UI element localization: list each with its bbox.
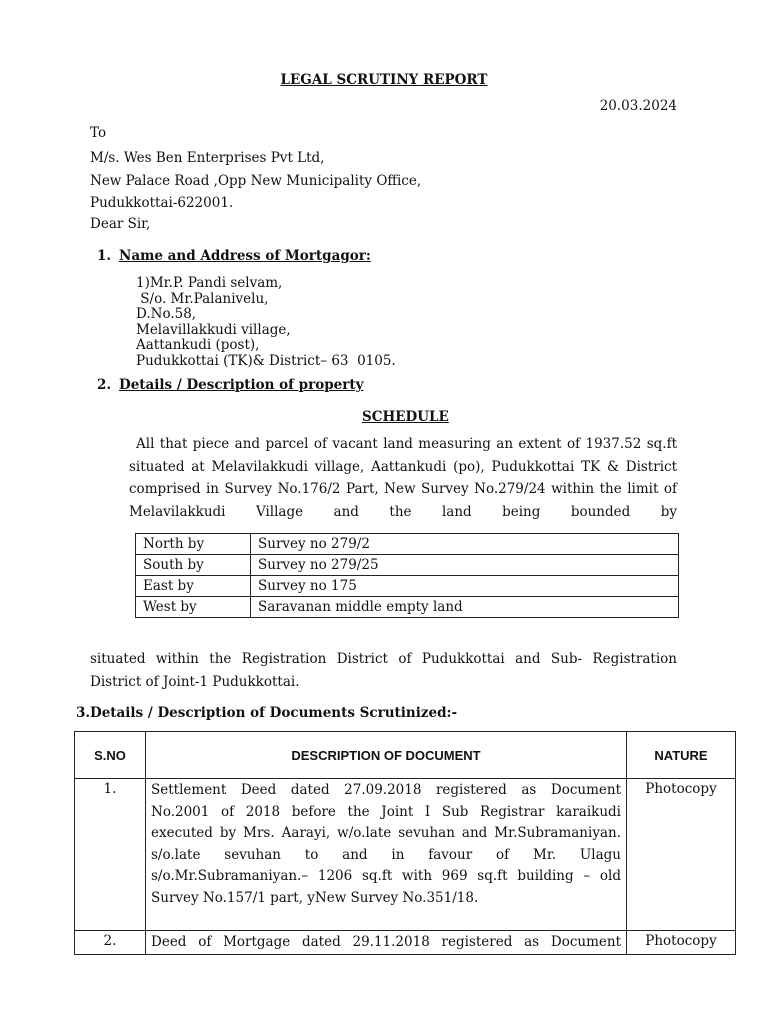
boundary-side: West by (136, 597, 251, 618)
recipient-line-2: New Palace Road ,Opp New Municipality Office, (90, 173, 422, 189)
boundary-side: North by (136, 534, 251, 555)
column-header-sno: S.NO (75, 732, 146, 779)
boundary-value: Survey no 175 (251, 576, 679, 597)
address-line: Aattankudi (post), (136, 337, 260, 354)
row-description: Settlement Deed dated 27.09.2018 registered as Document No.2001 of 2018 before the Joint I Sub Registrar karaikudi executed by Mrs. Aarayi, w/o.late sevuhan and Mr.Subramaniyan. s/o.late sevuhan to and in favour of Mr. Ulagu s/o.Mr.Subramaniyan.– 1206 sq.ft with 969 sq.ft building – old Survey No.157/1 part, yNew Survey No.351/18. (146, 779, 627, 931)
schedule-title: SCHEDULE (362, 409, 449, 425)
report-date: 20.03.2024 (599, 98, 677, 114)
row-nature: Photocopy (627, 931, 736, 955)
address-line: Pudukkottai (TK)& District– 63 0105. (136, 352, 396, 369)
address-line: D.No.58, (136, 306, 197, 323)
salutation: Dear Sir, (90, 216, 151, 232)
boundary-row (136, 555, 679, 576)
report-title: LEGAL SCRUTINY REPORT (280, 72, 488, 88)
boundary-row (136, 576, 679, 597)
schedule-paragraph: All that piece and parcel of vacant land measuring an extent of 1937.52 sq.ft situated at Melavilakkudi village, Aattankudi (po), Pudukkottai TK & District comprised in Survey No.176/2 Part, New Survey No.279/24 within the limit of Melavilakkudi Village and the land being bounded by (129, 436, 677, 520)
row-sno: 2. (75, 931, 146, 955)
documents-table (74, 731, 736, 955)
boundary-row (136, 534, 679, 555)
section-1-number: 1. (97, 248, 112, 264)
table-row (75, 931, 736, 955)
row-nature: Photocopy (627, 779, 736, 931)
to-label: To (90, 125, 107, 141)
boundary-row (136, 597, 679, 618)
table-row (75, 779, 736, 931)
column-header-nature: NATURE (627, 732, 736, 779)
recipient-line-3: Pudukkottai-622001. (90, 195, 234, 211)
section-3-number: 3. (76, 705, 91, 721)
address-line: 1)Mr.P. Pandi selvam, (136, 275, 283, 291)
address-line: Melavillakkudi village, (136, 321, 291, 338)
row-sno: 1. (75, 779, 146, 931)
boundary-side: East by (136, 576, 251, 597)
section-2-heading (97, 377, 363, 393)
mortgagor-address (136, 276, 396, 370)
section-1-heading (97, 248, 371, 264)
boundaries-table (135, 533, 679, 618)
boundary-side: South by (136, 555, 251, 576)
section-2-title: Details / Description of property (119, 377, 364, 393)
section-2-number: 2. (97, 377, 112, 393)
boundary-value: Survey no 279/25 (251, 555, 679, 576)
address-line: S/o. Mr.Palanivelu, (136, 290, 269, 307)
section-1-title: Name and Address of Mortgagor: (119, 248, 371, 264)
section-3-title: Details / Description of Documents Scrutinized:- (90, 705, 458, 721)
boundary-value: Survey no 279/2 (251, 534, 679, 555)
documents-header-row (75, 732, 736, 779)
row-description: Deed of Mortgage dated 29.11.2018 registered as Document (146, 931, 627, 955)
section-3-heading (76, 705, 457, 721)
column-header-description: DESCRIPTION OF DOCUMENT (146, 732, 627, 779)
boundary-value: Saravanan middle empty land (251, 597, 679, 618)
situated-paragraph: situated within the Registration District of Pudukkottai and Sub- Registration District of Joint-1 Pudukkottai. (90, 651, 677, 690)
recipient-line-1: M/s. Wes Ben Enterprises Pvt Ltd, (90, 150, 325, 166)
